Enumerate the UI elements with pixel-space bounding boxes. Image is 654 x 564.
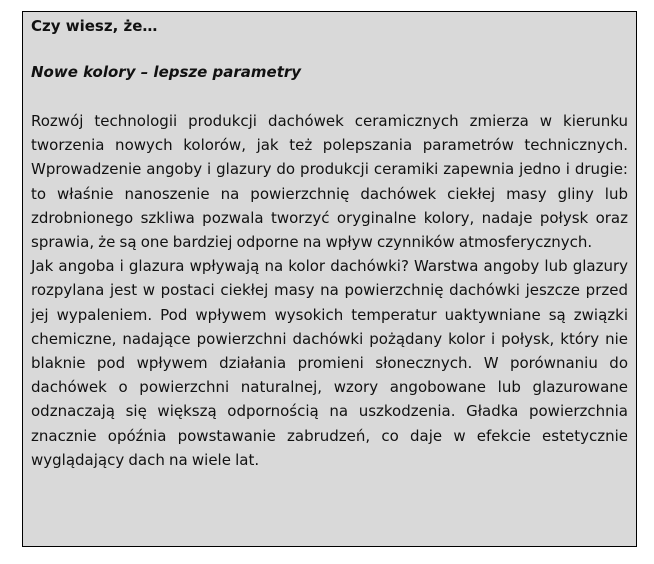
paragraph-1: Rozwój technologii produkcji dachówek ceramicznych zmierza w kierunku tworzenia nowych kolorów, jak też polepszania parametrów technicznych. Wprowadzenie angoby i glazury do produkcji ceramiki zapewnia jedno i drugie: to właśnie nanoszenie na powierzchnię dachówek ciekłej masy gliny lub zdrobnionego szkliwa pozwala tworzyć oryginalne kolory, nadaje połysk oraz sprawia, że są one bardziej odporne na wpływ czynników atmosferycznych. bbox=[31, 112, 628, 252]
box-body bbox=[31, 109, 628, 472]
info-box bbox=[22, 11, 637, 547]
box-heading: Czy wiesz, że… bbox=[31, 17, 158, 35]
box-subtitle: Nowe kolory – lepsze parametry bbox=[31, 63, 302, 81]
paragraph-2: Jak angoba i glazura wpływają na kolor dachówki? Warstwa angoby lub glazury rozpylana jest w postaci ciekłej masy na powierzchnię dachówki jeszcze przed jej wypaleniem. Pod wpływem wysokich temperatur uaktywniane są związki chemiczne, nadające powierzchni dachówki pożądany kolor i połysk, który nie blaknie pod wpływem działania promieni słonecznych. W porównaniu do dachówek o powierzchni naturalnej, wzory angobowane lub glazurowane odznaczają się większą odpornością na uszkodzenia. Gładka powierzchnia znacznie opóźnia powstawanie zabrudzeń, co daje w efekcie estetycznie wyglądający dach na wiele lat. bbox=[31, 257, 628, 469]
